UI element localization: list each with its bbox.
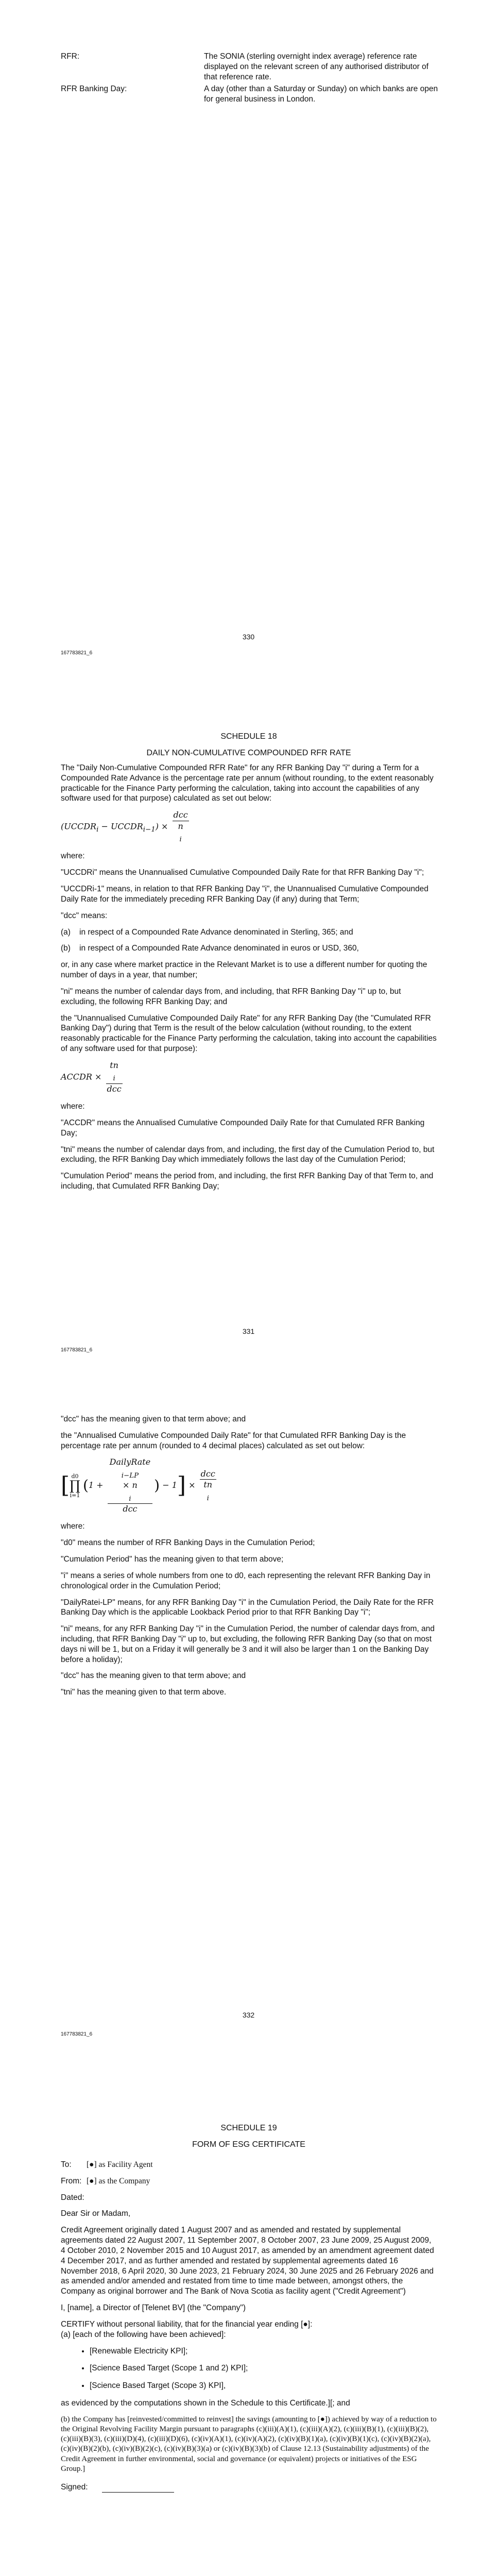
signed-line (61, 2482, 437, 2493)
definition-uccdr-prev: "UCCDRi-1" means, in relation to that RFR Banking Day "i", the Unannualised Cumulative Compounded Daily Rate for the immediately preceding RFR Banking Day (if any) during that Term; (61, 885, 429, 904)
definition-daily-rate: "DailyRatei-LP" means, for any RFR Banking Day "i" in the Cumulation Period, the Daily Rate for the RFR Banking Day which is the applicable Lookback Period prior to that RFR Banking Day "i"; (61, 1598, 434, 1617)
list-item-a (61, 927, 437, 938)
formula-fraction (106, 1060, 123, 1094)
from-line (61, 2176, 437, 2187)
page-number: 330 (242, 633, 255, 641)
formula-sub: i (179, 836, 182, 844)
formula-part: − UCCDR (98, 821, 143, 832)
salutation: Dear Sir or Madam, (61, 2209, 131, 2218)
list-item: • [Science Based Target (Scope 3) KPI], (90, 2381, 437, 2391)
formula-annualised (61, 1457, 437, 1514)
numerator-text: × n (123, 1480, 138, 1490)
certify-item-b: (b) the Company has [reinvested/committed to reinvest] the savings (amounting to [●]) achieved by way of a reduction to the Original Revolving Facility Margin pursuant to paragraphs (c)(iii)(A)(1), (c)(iii)(A)(2), (c)(iii)(B)(1), (c)(iii)(B)(2), (c)(iii)(B)(3), (c)(iii)(D)(4), (c)(iii)(D)(6), (c)(iv)(A)(1), (c)(iv)(A)(2), (c)(iv)(B)(1)(a), (c)(iv)(B)(1)(c), (c)(iv)(B)(2)(a), (c)(iv)(B)(2)(b), (c)(iv)(B)(2)(c), (c)(iv)(B)(3)(a) or (c)(iv)(B)(3)(b) of Clause 12.13 (Sustainability adjustments) of the Credit Agreement in further environmental, social and governance (or equivalent) projects or initiatives of the ESG Group.] (61, 2415, 437, 2473)
dated-line: Dated: (61, 2193, 84, 2202)
numerator-text: DailyRate (109, 1457, 151, 1467)
product-upper: d0 (71, 1472, 79, 1480)
page-number: 332 (242, 2011, 255, 2019)
where-label: where: (61, 1522, 85, 1531)
definition-dcc: "dcc" has the meaning given to that term above; and (61, 1671, 246, 1681)
from-label: From: (61, 2176, 82, 2185)
formula-bracket: ] (177, 1472, 186, 1499)
schedule-title: SCHEDULE 18 (220, 732, 277, 741)
schedule-18-body (61, 732, 437, 1198)
definition-text: A day (other than a Saturday or Sunday) on which banks are open for general business in London. (204, 84, 438, 104)
definition-i: "i" means a series of whole numbers from one to d0, each representing the relevant RFR Banking Day in chronological order in the Cumulation Period; (61, 1571, 431, 1590)
schedule-19-body (61, 2123, 437, 2499)
definitions-table (61, 52, 442, 107)
evidenced-line: as evidenced by the computations shown in the Schedule to this Certificate.][; and (61, 2399, 350, 2408)
document-reference: 167783821_6 (61, 2031, 93, 2037)
page-333 (0, 2079, 497, 2576)
item-label: (a) (61, 927, 71, 937)
formula-sub: i (129, 1495, 131, 1503)
schedule-title: SCHEDULE 19 (220, 2124, 277, 2132)
formula-sub: i (207, 1494, 209, 1502)
page-332 (0, 1388, 497, 2079)
fraction-numerator: dcc (173, 810, 189, 821)
definition-text: The SONIA (sterling overnight index average) reference rate displayed on the relevant screen of any authorised distributor of that reference rate. (204, 52, 429, 81)
schedule-18-continued (61, 1414, 437, 1704)
definition-d0: "d0" means the number of RFR Banking Days in the Cumulation Period; (61, 1538, 315, 1548)
intro-paragraph: The "Daily Non-Cumulative Compounded RFR Rate" for any RFR Banking Day "i" during a Term for a Compounded Rate Advance is the percentage rate per annum (without rounding, to the extent reasonably practicable for the Finance Party performing the calculation, taking into account the capabilities of any software used for that purpose) calculated as set out below: (61, 763, 434, 803)
formula-bracket: ) (154, 1477, 160, 1494)
page-330 (0, 0, 497, 701)
definition-ni: "ni" means, for any RFR Banking Day "i" in the Cumulation Period, the number of calendar days from, and including, that RFR Banking Day "i" up to, but excluding, the following RFR Banking Day (so that on most days ni will be 1, but on a Friday it will generally be 3 and it will also be larger than 1 on the Banking Day before a holiday); (61, 1624, 435, 1664)
definition-tni: "tni" has the meaning given to that term above. (61, 1688, 227, 1697)
formula-unannualised (61, 1060, 437, 1094)
numerator-text: tn (110, 1060, 118, 1070)
director-line: I, [name], a Director of [Telenet BV] (the "Company") (61, 2303, 246, 2313)
formula-part: 1 + (88, 1480, 104, 1490)
signature-line (102, 2492, 174, 2493)
formula-part: ACCDR × (61, 1072, 102, 1082)
to-line (61, 2160, 437, 2170)
market-practice-paragraph: or, in any case where market practice in the Relevant Market is to use a different number for quoting the number of days in a year, that number; (61, 960, 427, 980)
certify-item-a: (a) [each of the following have been achieved]: (61, 2330, 226, 2339)
formula-sub: i−1 (143, 826, 156, 834)
fraction-denominator (173, 821, 189, 844)
kpi-list (61, 2346, 437, 2391)
formula-part: (UCCDR (61, 821, 97, 832)
product-operator (70, 1473, 80, 1498)
fraction-numerator: dcc (200, 1469, 216, 1480)
to-label: To: (61, 2160, 72, 2169)
formula-fraction (200, 1469, 216, 1503)
definition-tni: "tni" means the number of calendar days from, and including, the first day of the Cumulation Period to, but excluding, the RFR Banking Day which immediately follows the last day of the Cumulation Period; (61, 1145, 435, 1164)
denominator-text: tn (203, 1480, 213, 1490)
where-label: where: (61, 1102, 85, 1111)
definition-dcc: "dcc" means: (61, 911, 108, 920)
product-symbol: ∏ (70, 1478, 80, 1494)
fraction-numerator (108, 1457, 153, 1503)
formula-bracket: ( (82, 1477, 89, 1494)
list-item-b (61, 943, 437, 954)
from-value: [●] as the Company (87, 2176, 150, 2185)
definition-uccdr: "UCCDRi" means the Unannualised Cumulative Compounded Daily Rate for that RFR Banking Day "i"; (61, 868, 424, 877)
product-lower: i=1 (70, 1492, 80, 1499)
page-number: 331 (242, 1327, 255, 1335)
denominator-text: n (178, 821, 183, 831)
formula-sub: i (113, 1075, 115, 1083)
item-text: in respect of a Compounded Rate Advance denominated in euros or USD, 360, (79, 944, 359, 953)
formula-part: − 1 (160, 1480, 177, 1490)
definition-cumulation-period: "Cumulation Period" has the meaning given to that term above; (61, 1555, 284, 1564)
formula-sub: i (96, 826, 99, 834)
fraction-denominator: dcc (107, 1083, 122, 1094)
formula-daily-rate (61, 810, 437, 844)
schedule-subtitle: DAILY NON-CUMULATIVE COMPOUNDED RFR RATE (146, 749, 351, 758)
list-item: • [Renewable Electricity KPI]; (90, 2346, 437, 2357)
fraction-denominator: dcc (123, 1503, 138, 1514)
definition-ni: "ni" means the number of calendar days from, and including, that RFR Banking Day "i" up to, but excluding, the following RFR Banking Day; and (61, 987, 401, 1006)
document-reference: 167783821_6 (61, 650, 93, 656)
document-reference: 167783821_6 (61, 1347, 93, 1353)
credit-agreement-paragraph: Credit Agreement originally dated 1 August 2007 and as amended and restated by supplemental agreements dated 22 August 2007, 11 September 2007, 8 October 2007, 23 June 2009, 25 August 2009, 4 October 2010, 2 November 2015 and 10 August 2017, as amended by an amendment agreement dated 4 December 2017, and as further amended and restated by supplemental agreements dated 16 November 2018, 6 April 2020, 30 June 2023, 21 February 2024, 30 June 2025 and 26 February 2026 and as amended and/or amended and restated from time to time made between, amongst others, the Company as original borrower and The Bank of Nova Scotia as facility agent ("Credit Agreement") (61, 2226, 434, 2296)
fraction-denominator (200, 1480, 216, 1503)
schedule-subtitle: FORM OF ESG CERTIFICATE (192, 2140, 305, 2149)
fraction-numerator (106, 1060, 123, 1084)
definition-unannualised: the "Unannualised Cumulative Compounded Daily Rate" for any RFR Banking Day (the "Cumulated RFR Banking Day") during that Term is the result of the below calculation (without rounding, to the extent reasonably practicable for the Finance Party performing the calculation, taking into account the capabilities of any software used for that purpose): (61, 1013, 437, 1054)
list-item: • [Science Based Target (Scope 1 and 2) KPI]; (90, 2363, 437, 2374)
formula-bracket: [ (61, 1472, 70, 1499)
definition-accdr: "ACCDR" means the Annualised Cumulative Compounded Daily Rate for that Cumulated RFR Banking Day; (61, 1118, 425, 1138)
certify-line: CERTIFY without personal liability, that for the financial year ending [●]: (61, 2319, 313, 2329)
formula-part: × (186, 1480, 196, 1490)
item-label: (b) (61, 944, 71, 953)
definition-row (61, 84, 442, 105)
definition-dcc: "dcc" has the meaning given to that term above; and (61, 1415, 246, 1423)
signed-label: Signed: (61, 2482, 88, 2492)
page-331 (0, 701, 497, 1388)
where-label: where: (61, 852, 85, 861)
definition-term: RFR: (61, 52, 80, 61)
formula-fraction (173, 810, 189, 844)
definition-cumulation-period: "Cumulation Period" means the period from, and including, the first RFR Banking Day of that Term to, and including, that Cumulated RFR Banking Day; (61, 1172, 434, 1191)
formula-part: ) × (155, 821, 168, 832)
formula-fraction (108, 1457, 153, 1514)
formula-sub: i−LP (121, 1472, 139, 1480)
to-value: [●] as Facility Agent (87, 2160, 153, 2169)
item-text: in respect of a Compounded Rate Advance denominated in Sterling, 365; and (79, 927, 353, 937)
definition-row (61, 52, 442, 82)
definition-term: RFR Banking Day: (61, 84, 127, 94)
definition-annualised: the "Annualised Cumulative Compounded Daily Rate" for that Cumulated RFR Banking Day is the percentage rate per annum (rounded to 4 decimal places) calculated as set out below: (61, 1431, 406, 1450)
